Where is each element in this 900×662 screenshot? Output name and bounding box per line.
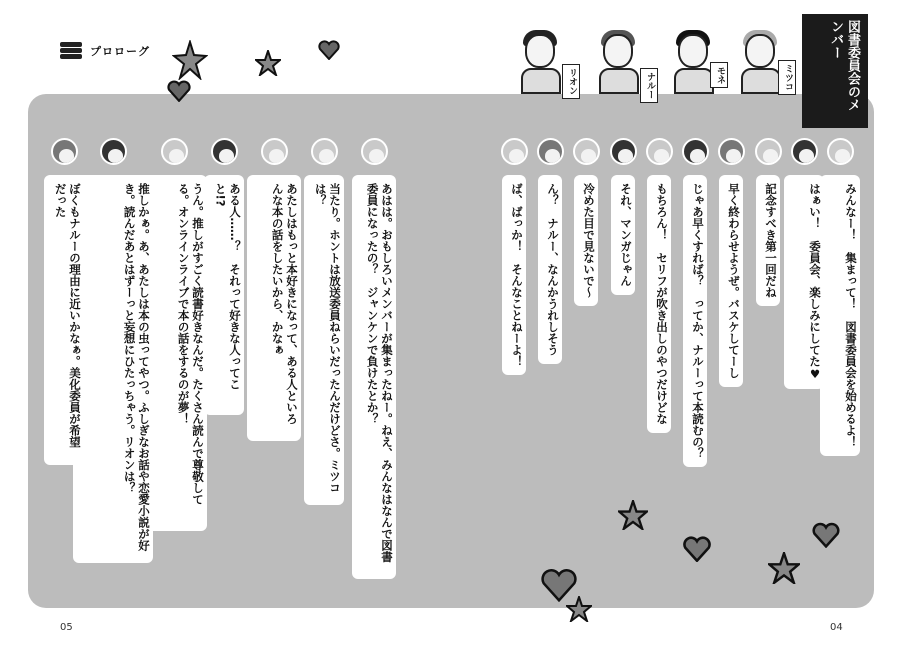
avatar-mone	[211, 138, 238, 165]
book-stack-icon	[60, 42, 82, 60]
page-number-left: 05	[60, 622, 73, 633]
dialogue-line	[49, 138, 82, 465]
star-icon	[172, 40, 208, 80]
heart-icon	[318, 40, 340, 60]
dialogue-line	[680, 138, 710, 467]
dialogue-line	[789, 138, 822, 389]
speech-bubble: もちろん！ セリフが吹き出しのやつだけどな	[647, 175, 671, 433]
page-number-right: 04	[830, 622, 843, 633]
speech-bubble: 当たり。ホントは放送委員ねらいだったんだけどさ。ミツコは？	[304, 175, 344, 505]
dialogue-line	[309, 138, 342, 505]
member-name-tag: ナルー	[640, 68, 658, 103]
avatar-rion	[718, 138, 745, 165]
heart-icon	[812, 522, 840, 548]
dialogue-line	[608, 138, 638, 295]
heart-icon	[682, 536, 712, 562]
avatar-mitsuko	[361, 138, 388, 165]
star-icon	[255, 50, 281, 76]
speech-bubble: 早く終わらせようぜ。バスケしてーし	[719, 175, 743, 387]
speech-bubble: じゃあ早くすれば？ ってか、ナルーって本読むの？	[683, 175, 707, 467]
avatar-mitsuko	[755, 138, 782, 165]
dialogue-line	[753, 138, 783, 306]
avatar-mitsuko	[827, 138, 854, 165]
dialogue-line	[716, 138, 746, 387]
member-rion-illustration	[515, 28, 567, 94]
avatar-naru	[646, 138, 673, 165]
speech-bubble: それ、マンガじゃん	[611, 175, 635, 295]
dialogue-line	[159, 138, 205, 531]
avatar-mone	[682, 138, 709, 165]
dialogue-line	[98, 138, 151, 563]
member-naru-illustration	[593, 28, 645, 94]
speech-bubble: みんなー！ 集まって！ 図書委員会を始めるよ！	[820, 175, 860, 456]
speech-bubble: 記念すべき第一回だね	[756, 175, 780, 306]
avatar-mone	[791, 138, 818, 165]
star-icon	[566, 596, 592, 622]
speech-bubble: ば、ばっか！ そんなことねーよ！	[502, 175, 526, 375]
avatar-rion	[537, 138, 564, 165]
star-icon	[768, 552, 800, 584]
member-name-tag: リオン	[562, 64, 580, 99]
speech-bubble: ぼくもナルーの理由に近いかなぁ。美化委員が希望だった	[44, 175, 84, 465]
member-name-tag: ミツコ	[778, 60, 796, 95]
avatar-mone	[100, 138, 127, 165]
star-icon	[618, 500, 648, 530]
dialogue-line	[259, 138, 299, 441]
member-name-tag: モネ	[710, 62, 728, 88]
dialogue-line	[499, 138, 529, 375]
dialogue-line	[571, 138, 601, 306]
header-title: 図書委員会のメンバー	[802, 14, 868, 128]
avatar-rion	[51, 138, 78, 165]
chapter-heading	[60, 42, 150, 60]
speech-bubble: あたしはもっと本好きになって、ある人といろんな本の話をしたいから、かなぁ	[247, 175, 301, 441]
avatar-naru	[311, 138, 338, 165]
speech-bubble: ん？ ナルー、なんかうれしそう	[538, 175, 562, 364]
avatar-mitsuko	[261, 138, 288, 165]
heart-icon	[167, 80, 191, 102]
dialogue-line	[644, 138, 674, 433]
speech-bubble: 冷めた目で見ないで〜	[574, 175, 598, 306]
dialogue-line	[209, 138, 242, 415]
dialogue-line	[825, 138, 858, 456]
avatar-mone	[610, 138, 637, 165]
avatar-mitsuko	[161, 138, 188, 165]
dialogue-line	[535, 138, 565, 364]
speech-bubble: あはは。おもしろいメンバーが集まったねー。ねえ、みんなはなんで図書委員になったの？ ジャンケンで負けたとか？	[352, 175, 396, 579]
speech-bubble: はぁい！ 委員会、楽しみにしてた♥	[784, 175, 824, 389]
dialogue-line	[359, 138, 394, 579]
avatar-naru	[573, 138, 600, 165]
speech-bubble: 推しかぁ。あ、あたしは本の虫ってやつ。ふしぎなお話や恋愛小説が好き。読んだあとはずーっと妄想にひたっちゃう。リオンは？	[73, 175, 153, 563]
avatar-naru	[501, 138, 528, 165]
speech-bubble: うん。推しがすごく読書好きなんだ。たくさん読んで尊敬してる。オンラインライブで本の話をするのが夢！	[141, 175, 207, 531]
chapter-label: プロローグ	[90, 45, 150, 58]
speech-bubble: ある人……？ それって好きな人ってこと!?	[204, 175, 244, 415]
